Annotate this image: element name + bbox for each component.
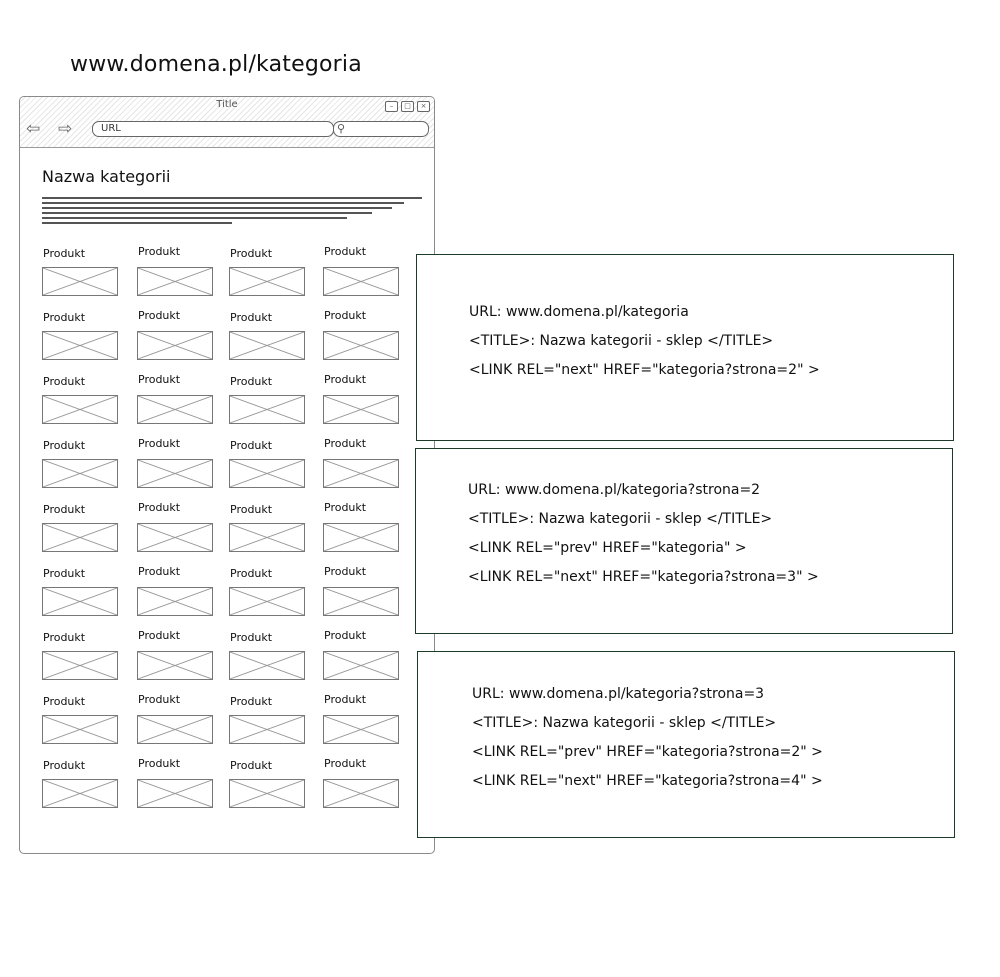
search-input[interactable] — [333, 121, 429, 137]
product-label: Produkt — [324, 373, 367, 386]
note-line: <TITLE>: Nazwa kategorii - sklep </TITLE> — [472, 715, 777, 731]
product-tile[interactable] — [323, 439, 401, 495]
product-image-placeholder — [42, 459, 118, 488]
text-line — [42, 197, 422, 199]
text-line — [42, 207, 392, 209]
product-image-placeholder — [137, 651, 213, 680]
note-line: <LINK REL="next" HREF="kategoria?strona=4" > — [472, 773, 823, 789]
text-line — [42, 222, 232, 224]
product-tile[interactable] — [229, 247, 307, 303]
product-tile[interactable] — [42, 695, 120, 751]
product-image-placeholder — [229, 395, 305, 424]
product-label: Produkt — [230, 567, 273, 580]
product-label: Produkt — [324, 309, 367, 322]
product-label: Produkt — [138, 629, 181, 642]
note-line: <LINK REL="next" HREF="kategoria?strona=2" > — [469, 362, 820, 378]
product-tile[interactable] — [137, 695, 215, 751]
product-tile[interactable] — [137, 311, 215, 367]
product-tile[interactable] — [323, 311, 401, 367]
product-image-placeholder — [229, 715, 305, 744]
note-line: URL: www.domena.pl/kategoria?strona=2 — [468, 482, 761, 498]
product-image-placeholder — [137, 395, 213, 424]
category-title: Nazwa kategorii — [42, 167, 171, 186]
product-tile[interactable] — [323, 247, 401, 303]
product-image-placeholder — [42, 779, 118, 808]
product-image-placeholder — [137, 715, 213, 744]
product-tile[interactable] — [323, 375, 401, 431]
product-label: Produkt — [230, 503, 273, 516]
product-label: Produkt — [43, 631, 86, 644]
product-label: Produkt — [43, 375, 86, 388]
product-label: Produkt — [43, 695, 86, 708]
product-image-placeholder — [42, 651, 118, 680]
product-image-placeholder — [229, 651, 305, 680]
search-icon: ⚲ — [337, 122, 346, 135]
product-tile[interactable] — [42, 567, 120, 623]
product-tile[interactable] — [323, 503, 401, 559]
product-image-placeholder — [229, 779, 305, 808]
product-image-placeholder — [42, 331, 118, 360]
browser-chrome — [20, 97, 434, 148]
product-image-placeholder — [137, 331, 213, 360]
product-tile[interactable] — [229, 631, 307, 687]
product-image-placeholder — [323, 331, 399, 360]
product-tile[interactable] — [323, 695, 401, 751]
product-image-placeholder — [42, 267, 118, 296]
product-label: Produkt — [138, 309, 181, 322]
product-label: Produkt — [138, 373, 181, 386]
note-line: URL: www.domena.pl/kategoria — [469, 304, 689, 320]
product-image-placeholder — [323, 651, 399, 680]
product-image-placeholder — [137, 267, 213, 296]
annotation-box-page-1 — [416, 254, 954, 441]
window-controls — [385, 101, 430, 112]
product-image-placeholder — [229, 331, 305, 360]
product-label: Produkt — [43, 247, 86, 260]
product-label: Produkt — [138, 693, 181, 706]
product-tile[interactable] — [229, 439, 307, 495]
product-image-placeholder — [323, 715, 399, 744]
product-tile[interactable] — [42, 759, 120, 815]
annotation-box-page-2 — [415, 448, 953, 634]
product-label: Produkt — [43, 567, 86, 580]
window-title: Title — [216, 99, 238, 110]
product-image-placeholder — [323, 779, 399, 808]
product-label: Produkt — [43, 311, 86, 324]
product-image-placeholder — [229, 523, 305, 552]
product-label: Produkt — [324, 693, 367, 706]
product-tile[interactable] — [229, 759, 307, 815]
text-line — [42, 212, 372, 214]
note-line: URL: www.domena.pl/kategoria?strona=3 — [472, 686, 765, 702]
product-image-placeholder — [42, 715, 118, 744]
note-line: <LINK REL="next" HREF="kategoria?strona=3" > — [468, 569, 819, 585]
note-line: <LINK REL="prev" HREF="kategoria" > — [468, 540, 747, 556]
product-label: Produkt — [324, 629, 367, 642]
product-tile[interactable] — [229, 567, 307, 623]
back-arrow-icon[interactable]: ⇦ — [26, 119, 41, 139]
product-tile[interactable] — [42, 247, 120, 303]
product-tile[interactable] — [229, 311, 307, 367]
product-tile[interactable] — [42, 439, 120, 495]
product-image-placeholder — [137, 523, 213, 552]
product-image-placeholder — [137, 459, 213, 488]
product-label: Produkt — [324, 565, 367, 578]
note-line: <LINK REL="prev" HREF="kategoria?strona=2" > — [472, 744, 823, 760]
annotation-box-page-3 — [417, 651, 955, 838]
product-image-placeholder — [137, 779, 213, 808]
close-icon[interactable]: × — [417, 101, 430, 112]
text-line — [42, 202, 404, 204]
product-image-placeholder — [323, 267, 399, 296]
product-label: Produkt — [230, 695, 273, 708]
product-label: Produkt — [230, 759, 273, 772]
product-label: Produkt — [324, 501, 367, 514]
note-line: <TITLE>: Nazwa kategorii - sklep </TITLE> — [468, 511, 773, 527]
product-label: Produkt — [230, 439, 273, 452]
forward-arrow-icon[interactable]: ⇨ — [58, 119, 73, 139]
product-tile[interactable] — [137, 375, 215, 431]
product-label: Produkt — [138, 565, 181, 578]
product-label: Produkt — [138, 501, 181, 514]
product-image-placeholder — [323, 459, 399, 488]
product-tile[interactable] — [42, 631, 120, 687]
product-label: Produkt — [138, 757, 181, 770]
note-line: <TITLE>: Nazwa kategorii - sklep </TITLE> — [469, 333, 774, 349]
maximize-icon[interactable]: □ — [401, 101, 414, 112]
product-tile[interactable] — [42, 375, 120, 431]
minimize-icon[interactable]: – — [385, 101, 398, 112]
text-placeholder-lines — [42, 197, 422, 227]
product-label: Produkt — [138, 437, 181, 450]
product-image-placeholder — [323, 523, 399, 552]
product-tile[interactable] — [137, 503, 215, 559]
product-tile[interactable] — [229, 503, 307, 559]
page-url-heading: www.domena.pl/kategoria — [70, 52, 362, 77]
product-label: Produkt — [43, 503, 86, 516]
product-image-placeholder — [229, 459, 305, 488]
product-label: Produkt — [230, 375, 273, 388]
product-image-placeholder — [229, 587, 305, 616]
product-tile[interactable] — [137, 439, 215, 495]
product-image-placeholder — [42, 587, 118, 616]
product-label: Produkt — [230, 247, 273, 260]
product-tile[interactable] — [323, 567, 401, 623]
url-input[interactable]: URL — [92, 121, 334, 137]
product-label: Produkt — [324, 245, 367, 258]
product-label: Produkt — [138, 245, 181, 258]
product-label: Produkt — [324, 757, 367, 770]
product-image-placeholder — [323, 395, 399, 424]
product-tile[interactable] — [229, 695, 307, 751]
product-image-placeholder — [323, 587, 399, 616]
product-tile[interactable] — [137, 247, 215, 303]
product-tile[interactable] — [137, 567, 215, 623]
product-tile[interactable] — [323, 759, 401, 815]
product-label: Produkt — [230, 631, 273, 644]
product-label: Produkt — [43, 439, 86, 452]
product-image-placeholder — [42, 523, 118, 552]
product-image-placeholder — [42, 395, 118, 424]
product-label: Produkt — [43, 759, 86, 772]
product-label: Produkt — [324, 437, 367, 450]
product-tile[interactable] — [42, 311, 120, 367]
browser-window-mockup — [19, 96, 435, 854]
text-line — [42, 217, 347, 219]
product-tile[interactable] — [323, 631, 401, 687]
product-image-placeholder — [137, 587, 213, 616]
product-tile[interactable] — [137, 759, 215, 815]
product-tile[interactable] — [137, 631, 215, 687]
product-image-placeholder — [229, 267, 305, 296]
product-tile[interactable] — [42, 503, 120, 559]
product-label: Produkt — [230, 311, 273, 324]
product-tile[interactable] — [229, 375, 307, 431]
